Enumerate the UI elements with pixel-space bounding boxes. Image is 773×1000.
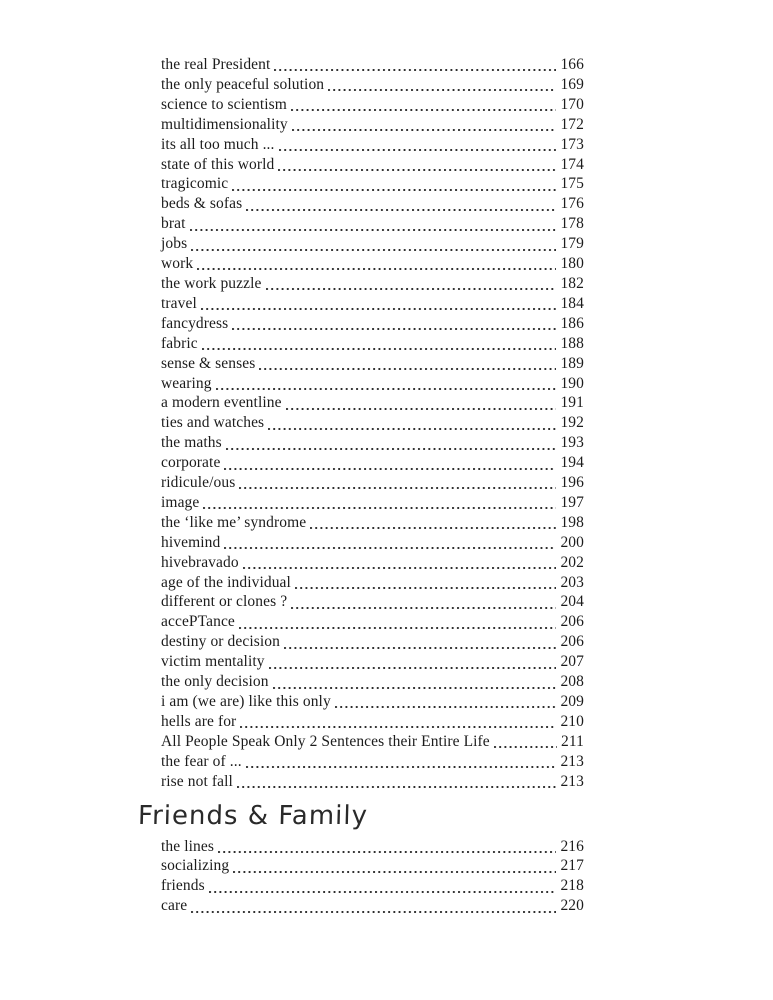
- toc-entry: [140, 856, 584, 876]
- toc-entry: [140, 433, 584, 453]
- toc-entry-title: ties and watches: [161, 414, 265, 432]
- toc-entry: [140, 772, 584, 792]
- toc-entry-page: 204: [560, 593, 584, 611]
- toc-entry-title: the only decision: [161, 673, 269, 691]
- toc-entry-title: travel: [161, 294, 197, 312]
- toc-entry: [140, 314, 584, 334]
- toc-entry: [140, 135, 584, 155]
- toc-entry-page: 179: [560, 235, 584, 253]
- dot-leader: [235, 473, 560, 493]
- dot-leader: [282, 393, 561, 413]
- toc-entry-title: beds & sofas: [161, 195, 243, 213]
- toc-entry-page: 191: [560, 394, 584, 412]
- toc-entry-title: the maths: [161, 434, 222, 452]
- toc-entry-title: ridicule/ous: [161, 474, 236, 492]
- dot-leader: [197, 294, 561, 314]
- toc-entry: [140, 473, 584, 493]
- toc-entry: [140, 374, 584, 394]
- toc-entry-page: 189: [560, 354, 584, 372]
- toc-entry-title: a modern eventline: [161, 394, 282, 412]
- dot-leader: [242, 194, 560, 214]
- toc-entry: [140, 334, 584, 354]
- dot-leader: [274, 155, 560, 175]
- dot-leader: [199, 493, 560, 513]
- toc-entry-page: 190: [560, 374, 584, 392]
- toc-entry: [140, 294, 584, 314]
- toc-entry: [140, 553, 584, 573]
- toc-entry: [140, 732, 584, 752]
- toc-entry-title: hivemind: [161, 533, 221, 551]
- toc-entry: [140, 533, 584, 553]
- toc-entry: [140, 672, 584, 692]
- toc-entry-page: 207: [560, 653, 584, 671]
- toc-entry-title: wearing: [161, 374, 212, 392]
- toc-entry-title: tragicomic: [161, 175, 229, 193]
- toc-entry-title: the work puzzle: [161, 274, 262, 292]
- dot-leader: [222, 433, 561, 453]
- toc-entry-page: 213: [560, 752, 584, 770]
- dot-leader: [220, 453, 560, 473]
- toc-entry-page: 211: [561, 732, 584, 750]
- toc-entry-page: 170: [560, 95, 584, 113]
- toc-entry-title: All People Speak Only 2 Sentences their Entire Life: [161, 732, 490, 750]
- toc-entry-title: science to scientism: [161, 95, 287, 113]
- toc-entry-page: 169: [560, 75, 584, 93]
- toc-entry-page: 198: [560, 513, 584, 531]
- toc-entry-title: the real President: [161, 56, 271, 73]
- toc-entry: [140, 413, 584, 433]
- toc-entry-page: 217: [560, 857, 584, 875]
- toc-entry: [140, 354, 584, 374]
- toc-entry-title: state of this world: [161, 155, 275, 173]
- toc-entry-page: 192: [560, 414, 584, 432]
- dot-leader: [275, 135, 561, 155]
- dot-leader: [324, 75, 560, 95]
- dot-leader: [255, 354, 560, 374]
- toc-entry-page: 202: [560, 553, 584, 571]
- toc-entry: [140, 254, 584, 274]
- toc-entry-title: fabric: [161, 334, 198, 352]
- dot-leader: [198, 334, 561, 354]
- toc-entry-page: 186: [560, 314, 584, 332]
- table-of-contents: [137, 55, 584, 916]
- toc-entry-title: multidimensionality: [161, 115, 288, 133]
- toc-entry: [140, 155, 584, 175]
- dot-leader: [228, 174, 560, 194]
- toc-entry-page: 172: [560, 115, 584, 133]
- dot-leader: [264, 413, 560, 433]
- dot-leader: [187, 234, 560, 254]
- dot-leader: [306, 513, 560, 533]
- toc-entry-title: different or clones ?: [161, 593, 288, 611]
- dot-leader: [229, 856, 560, 876]
- dot-leader: [288, 115, 561, 135]
- toc-entry-page: 180: [560, 255, 584, 273]
- dot-leader: [186, 214, 561, 234]
- toc-entry-page: 174: [560, 155, 584, 173]
- toc-entry: [140, 712, 584, 732]
- toc-entry-title: rise not fall: [161, 772, 233, 790]
- dot-leader: [270, 55, 560, 75]
- toc-entry-title: age of the individual: [161, 573, 291, 591]
- dot-leader: [269, 672, 561, 692]
- toc-entry-page: 220: [560, 897, 584, 915]
- toc-entry: [140, 896, 584, 916]
- toc-entry-title: the ‘like me’ syndrome: [161, 513, 307, 531]
- toc-entry-page: 173: [560, 135, 584, 153]
- dot-leader: [262, 274, 561, 294]
- toc-entry-page: 184: [560, 294, 584, 312]
- toc-entry-title: care: [161, 897, 188, 915]
- toc-entry-page: 193: [560, 434, 584, 452]
- toc-entry-page: 203: [560, 573, 584, 591]
- toc-entry-page: 178: [560, 215, 584, 233]
- toc-entry-title: destiny or decision: [161, 633, 280, 651]
- toc-entry-page: 208: [560, 673, 584, 691]
- toc-entry-title: jobs: [161, 235, 188, 253]
- toc-entry-page: 206: [560, 613, 584, 631]
- dot-leader: [280, 632, 560, 652]
- toc-entry: [140, 274, 584, 294]
- toc-entry: [140, 837, 584, 857]
- toc-entry: [140, 214, 584, 234]
- dot-leader: [287, 592, 560, 612]
- toc-entry-title: socializing: [161, 857, 230, 875]
- toc-entry: [140, 513, 584, 533]
- toc-entry-title: sense & senses: [161, 354, 256, 372]
- toc-entry: [140, 194, 584, 214]
- toc-entry-title: image: [161, 493, 200, 511]
- toc-entry-title: work: [161, 255, 194, 273]
- toc-entry-page: 213: [560, 772, 584, 790]
- toc-entry-title: friends: [161, 877, 205, 895]
- dot-leader: [490, 732, 561, 752]
- toc-entry-page: 196: [560, 474, 584, 492]
- toc-entry: [140, 652, 584, 672]
- toc-entry-page: 210: [560, 712, 584, 730]
- toc-entry-page: 216: [560, 837, 584, 855]
- toc-entry: [140, 876, 584, 896]
- dot-leader: [239, 553, 561, 573]
- toc-entry: [140, 174, 584, 194]
- toc-entry-page: 166: [560, 56, 584, 73]
- toc-entry-page: 200: [560, 533, 584, 551]
- dot-leader: [205, 876, 561, 896]
- toc-entry: [140, 692, 584, 712]
- dot-leader: [233, 772, 561, 792]
- toc-entry-title: brat: [161, 215, 186, 233]
- section-heading: Friends & Family: [137, 800, 369, 831]
- dot-leader: [331, 692, 561, 712]
- toc-entry-title: hivebravado: [161, 553, 239, 571]
- toc-entry-title: the fear of ...: [161, 752, 242, 770]
- dot-leader: [212, 374, 561, 394]
- dot-leader: [236, 712, 560, 732]
- dot-leader: [228, 314, 560, 334]
- toc-entry-title: the lines: [161, 837, 214, 855]
- toc-entry-title: i am (we are) like this only: [161, 693, 331, 710]
- toc-entry-page: 188: [560, 334, 584, 352]
- toc-entry-page: 194: [560, 454, 584, 472]
- toc-entry: [140, 115, 584, 135]
- toc-entry-page: 176: [560, 195, 584, 213]
- toc-entry: [140, 592, 584, 612]
- toc-entry-page: 206: [560, 633, 584, 651]
- toc-entry-page: 218: [560, 877, 584, 895]
- toc-entry: [140, 393, 584, 413]
- toc-entry-title: fancydress: [161, 314, 229, 332]
- toc-entry: [140, 632, 584, 652]
- toc-entry-title: hells are for: [161, 712, 237, 730]
- toc-entry-title: victim mentality: [161, 653, 265, 671]
- toc-entry: [140, 493, 584, 513]
- dot-leader: [193, 254, 560, 274]
- toc-entry: [140, 234, 584, 254]
- toc-entry-title: corporate: [161, 454, 221, 472]
- toc-entry-page: 209: [560, 693, 584, 710]
- toc-entry: [140, 612, 584, 632]
- dot-leader: [220, 533, 560, 553]
- toc-entry-title: its all too much ...: [161, 135, 275, 153]
- dot-leader: [187, 896, 560, 916]
- toc-entry: [140, 752, 584, 772]
- toc-entry: [140, 75, 584, 95]
- toc-entry: [140, 453, 584, 473]
- toc-entry: [140, 573, 584, 593]
- toc-entry-page: 175: [560, 175, 584, 193]
- dot-leader: [265, 652, 561, 672]
- dot-leader: [235, 612, 561, 632]
- dot-leader: [214, 837, 560, 857]
- toc-entry-page: 182: [560, 274, 584, 292]
- toc-entry: [140, 55, 584, 75]
- toc-entry-title: the only peaceful solution: [161, 75, 325, 93]
- dot-leader: [242, 752, 561, 772]
- toc-entry: [140, 95, 584, 115]
- toc-entry-title: accePTance: [161, 613, 235, 631]
- toc-entry-page: 197: [560, 493, 584, 511]
- dot-leader: [291, 573, 561, 593]
- dot-leader: [287, 95, 560, 115]
